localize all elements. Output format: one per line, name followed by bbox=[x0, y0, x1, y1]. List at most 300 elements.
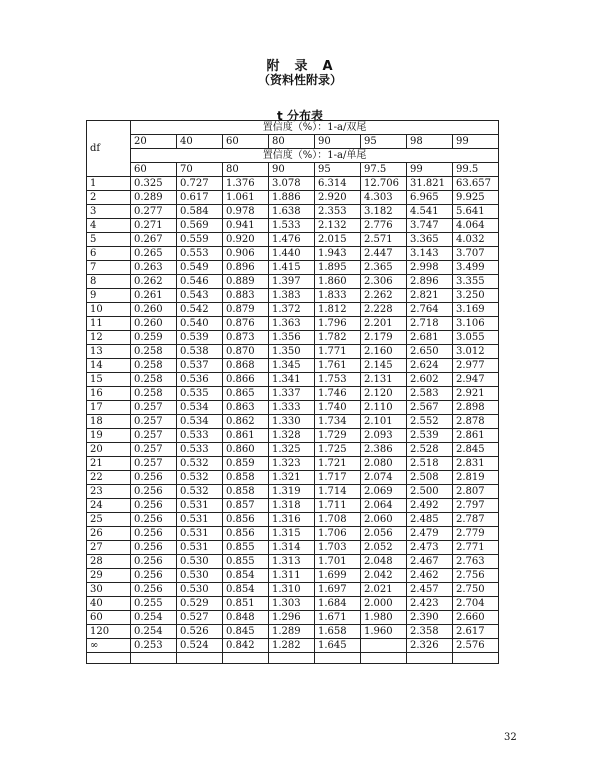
value-cell: 2.898 bbox=[453, 401, 499, 415]
df-cell: 40 bbox=[87, 597, 131, 611]
value-cell: 2.845 bbox=[453, 443, 499, 457]
value-cell: 9.925 bbox=[453, 191, 499, 205]
value-cell: 2.467 bbox=[407, 555, 453, 569]
value-cell: 0.896 bbox=[223, 261, 269, 275]
value-cell: 1.714 bbox=[315, 485, 361, 499]
value-cell: 1.729 bbox=[315, 429, 361, 443]
value-cell: 2.479 bbox=[407, 527, 453, 541]
table-row bbox=[87, 331, 499, 345]
value-cell: 0.265 bbox=[131, 247, 177, 261]
value-cell: 1.440 bbox=[269, 247, 315, 261]
value-cell: 2.060 bbox=[361, 513, 407, 527]
value-cell: 2.457 bbox=[407, 583, 453, 597]
value-cell: 1.833 bbox=[315, 289, 361, 303]
df-cell: 7 bbox=[87, 261, 131, 275]
value-cell: 2.447 bbox=[361, 247, 407, 261]
two-tail-level: 60 bbox=[223, 135, 269, 149]
value-cell: 1.706 bbox=[315, 527, 361, 541]
value-cell: 0.862 bbox=[223, 415, 269, 429]
value-cell: 2.390 bbox=[407, 611, 453, 625]
value-cell: 0.540 bbox=[177, 317, 223, 331]
two-tail-level: 95 bbox=[361, 135, 407, 149]
df-cell: 13 bbox=[87, 345, 131, 359]
df-cell: 120 bbox=[87, 625, 131, 639]
df-cell: 16 bbox=[87, 387, 131, 401]
value-cell: 2.201 bbox=[361, 317, 407, 331]
value-cell: 2.624 bbox=[407, 359, 453, 373]
value-cell: 1.703 bbox=[315, 541, 361, 555]
value-cell: 1.638 bbox=[269, 205, 315, 219]
value-cell: 0.531 bbox=[177, 527, 223, 541]
value-cell: 2.878 bbox=[453, 415, 499, 429]
value-cell: 1.895 bbox=[315, 261, 361, 275]
value-cell: 2.583 bbox=[407, 387, 453, 401]
value-cell: 0.524 bbox=[177, 639, 223, 653]
value-cell: 1.886 bbox=[269, 191, 315, 205]
value-cell: 1.341 bbox=[269, 373, 315, 387]
value-cell: 2.567 bbox=[407, 401, 453, 415]
value-cell: 0.256 bbox=[131, 527, 177, 541]
value-cell: 0.533 bbox=[177, 443, 223, 457]
value-cell: 2.831 bbox=[453, 457, 499, 471]
value-cell: 1.328 bbox=[269, 429, 315, 443]
value-cell: 2.763 bbox=[453, 555, 499, 569]
value-cell: 0.553 bbox=[177, 247, 223, 261]
value-cell: 1.860 bbox=[315, 275, 361, 289]
df-cell: 6 bbox=[87, 247, 131, 261]
value-cell: 0.866 bbox=[223, 373, 269, 387]
appendix-title: 附 录 A bbox=[266, 59, 334, 74]
value-cell: 2.681 bbox=[407, 331, 453, 345]
value-cell: 2.861 bbox=[453, 429, 499, 443]
value-cell: 0.845 bbox=[223, 625, 269, 639]
value-cell: 0.325 bbox=[131, 177, 177, 191]
value-cell: 2.896 bbox=[407, 275, 453, 289]
one-tail-level: 80 bbox=[223, 163, 269, 177]
value-cell: 0.855 bbox=[223, 541, 269, 555]
value-cell: 1.697 bbox=[315, 583, 361, 597]
df-cell: 3 bbox=[87, 205, 131, 219]
value-cell: 0.255 bbox=[131, 597, 177, 611]
value-cell: 2.056 bbox=[361, 527, 407, 541]
value-cell: 1.721 bbox=[315, 457, 361, 471]
value-cell: 0.256 bbox=[131, 485, 177, 499]
value-cell: 0.258 bbox=[131, 387, 177, 401]
value-cell: 0.258 bbox=[131, 359, 177, 373]
value-cell: 1.701 bbox=[315, 555, 361, 569]
value-cell: 0.532 bbox=[177, 457, 223, 471]
value-cell: 0.559 bbox=[177, 233, 223, 247]
value-cell: 1.372 bbox=[269, 303, 315, 317]
value-cell: 0.870 bbox=[223, 345, 269, 359]
value-cell: 0.727 bbox=[177, 177, 223, 191]
df-cell: 28 bbox=[87, 555, 131, 569]
value-cell: 2.821 bbox=[407, 289, 453, 303]
value-cell: 2.074 bbox=[361, 471, 407, 485]
df-cell: 21 bbox=[87, 457, 131, 471]
value-cell: 2.787 bbox=[453, 513, 499, 527]
value-cell: 1.533 bbox=[269, 219, 315, 233]
t-distribution-table bbox=[86, 120, 499, 664]
value-cell: 0.260 bbox=[131, 317, 177, 331]
df-cell: 17 bbox=[87, 401, 131, 415]
value-cell: 3.355 bbox=[453, 275, 499, 289]
value-cell: 2.462 bbox=[407, 569, 453, 583]
value-cell: 3.169 bbox=[453, 303, 499, 317]
empty-cell bbox=[453, 653, 499, 664]
value-cell: 2.571 bbox=[361, 233, 407, 247]
value-cell: 1.476 bbox=[269, 233, 315, 247]
value-cell: 1.303 bbox=[269, 597, 315, 611]
value-cell: 2.326 bbox=[407, 639, 453, 653]
table-title: t 分布表 bbox=[277, 109, 323, 123]
value-cell: 0.536 bbox=[177, 373, 223, 387]
one-tail-level: 70 bbox=[177, 163, 223, 177]
value-cell: 2.650 bbox=[407, 345, 453, 359]
table-row bbox=[87, 485, 499, 499]
table-row bbox=[87, 205, 499, 219]
value-cell: 2.947 bbox=[453, 373, 499, 387]
value-cell: 3.106 bbox=[453, 317, 499, 331]
df-cell: 60 bbox=[87, 611, 131, 625]
value-cell: 1.319 bbox=[269, 485, 315, 499]
value-cell: 3.078 bbox=[269, 177, 315, 191]
value-cell: 0.876 bbox=[223, 317, 269, 331]
value-cell: 3.707 bbox=[453, 247, 499, 261]
table-row bbox=[87, 261, 499, 275]
value-cell: 0.542 bbox=[177, 303, 223, 317]
value-cell: 1.415 bbox=[269, 261, 315, 275]
value-cell: 1.363 bbox=[269, 317, 315, 331]
value-cell: 0.256 bbox=[131, 555, 177, 569]
value-cell: 1.980 bbox=[361, 611, 407, 625]
one-tail-levels-row bbox=[87, 163, 499, 177]
value-cell: 0.856 bbox=[223, 527, 269, 541]
value-cell: 0.978 bbox=[223, 205, 269, 219]
value-cell: 2.920 bbox=[315, 191, 361, 205]
value-cell: 0.531 bbox=[177, 513, 223, 527]
value-cell: 0.262 bbox=[131, 275, 177, 289]
value-cell: 1.383 bbox=[269, 289, 315, 303]
one-tail-level: 99 bbox=[407, 163, 453, 177]
value-cell: 0.532 bbox=[177, 485, 223, 499]
value-cell: 2.797 bbox=[453, 499, 499, 513]
table-row bbox=[87, 499, 499, 513]
value-cell: 3.143 bbox=[407, 247, 453, 261]
value-cell: 1.740 bbox=[315, 401, 361, 415]
table-row bbox=[87, 443, 499, 457]
value-cell: 2.101 bbox=[361, 415, 407, 429]
value-cell: 1.671 bbox=[315, 611, 361, 625]
value-cell: 0.863 bbox=[223, 401, 269, 415]
df-cell: 11 bbox=[87, 317, 131, 331]
value-cell: 0.543 bbox=[177, 289, 223, 303]
value-cell: 1.645 bbox=[315, 639, 361, 653]
df-cell: 30 bbox=[87, 583, 131, 597]
value-cell: 0.256 bbox=[131, 569, 177, 583]
value-cell: 1.812 bbox=[315, 303, 361, 317]
value-cell: 2.365 bbox=[361, 261, 407, 275]
df-cell: 26 bbox=[87, 527, 131, 541]
value-cell: 2.750 bbox=[453, 583, 499, 597]
table-row bbox=[87, 303, 499, 317]
value-cell: 0.529 bbox=[177, 597, 223, 611]
value-cell: 1.323 bbox=[269, 457, 315, 471]
value-cell: 0.857 bbox=[223, 499, 269, 513]
value-cell: 1.658 bbox=[315, 625, 361, 639]
df-cell: 2 bbox=[87, 191, 131, 205]
value-cell: 2.473 bbox=[407, 541, 453, 555]
value-cell: 31.821 bbox=[407, 177, 453, 191]
value-cell: 0.256 bbox=[131, 583, 177, 597]
table-row bbox=[87, 429, 499, 443]
value-cell: 0.263 bbox=[131, 261, 177, 275]
value-cell: 2.306 bbox=[361, 275, 407, 289]
value-cell: 1.717 bbox=[315, 471, 361, 485]
value-cell: 1.337 bbox=[269, 387, 315, 401]
one-tail-level: 97.5 bbox=[361, 163, 407, 177]
table-row bbox=[87, 275, 499, 289]
value-cell: 0.848 bbox=[223, 611, 269, 625]
value-cell: 1.315 bbox=[269, 527, 315, 541]
two-tail-level: 40 bbox=[177, 135, 223, 149]
value-cell: 0.289 bbox=[131, 191, 177, 205]
one-tail-level: 60 bbox=[131, 163, 177, 177]
value-cell: 0.856 bbox=[223, 513, 269, 527]
value-cell: 0.538 bbox=[177, 345, 223, 359]
value-cell: 0.259 bbox=[131, 331, 177, 345]
value-cell: 6.965 bbox=[407, 191, 453, 205]
df-cell: 18 bbox=[87, 415, 131, 429]
value-cell: 0.534 bbox=[177, 401, 223, 415]
value-cell: 2.423 bbox=[407, 597, 453, 611]
value-cell: 2.064 bbox=[361, 499, 407, 513]
value-cell: 0.533 bbox=[177, 429, 223, 443]
value-cell: 12.706 bbox=[361, 177, 407, 191]
table-row bbox=[87, 219, 499, 233]
value-cell: 4.064 bbox=[453, 219, 499, 233]
value-cell: 2.000 bbox=[361, 597, 407, 611]
df-header: df bbox=[87, 121, 131, 177]
value-cell: 1.321 bbox=[269, 471, 315, 485]
value-cell: 0.906 bbox=[223, 247, 269, 261]
value-cell: 0.256 bbox=[131, 471, 177, 485]
value-cell: 0.859 bbox=[223, 457, 269, 471]
two-tail-level: 98 bbox=[407, 135, 453, 149]
value-cell: 2.386 bbox=[361, 443, 407, 457]
table-row bbox=[87, 247, 499, 261]
value-cell: 4.032 bbox=[453, 233, 499, 247]
value-cell: 1.350 bbox=[269, 345, 315, 359]
empty-cell bbox=[177, 653, 223, 664]
table-row bbox=[87, 597, 499, 611]
value-cell: 0.258 bbox=[131, 345, 177, 359]
value-cell: 3.499 bbox=[453, 261, 499, 275]
value-cell: 1.316 bbox=[269, 513, 315, 527]
value-cell: 2.228 bbox=[361, 303, 407, 317]
df-cell: 15 bbox=[87, 373, 131, 387]
one-tail-level: 99.5 bbox=[453, 163, 499, 177]
value-cell: 0.526 bbox=[177, 625, 223, 639]
value-cell: 2.120 bbox=[361, 387, 407, 401]
value-cell: 0.531 bbox=[177, 499, 223, 513]
value-cell: 0.277 bbox=[131, 205, 177, 219]
value-cell: 1.699 bbox=[315, 569, 361, 583]
value-cell: 1.356 bbox=[269, 331, 315, 345]
value-cell: 2.048 bbox=[361, 555, 407, 569]
one-tail-level: 95 bbox=[315, 163, 361, 177]
value-cell: 2.576 bbox=[453, 639, 499, 653]
value-cell: 1.330 bbox=[269, 415, 315, 429]
empty-cell bbox=[315, 653, 361, 664]
df-cell: 8 bbox=[87, 275, 131, 289]
table-row bbox=[87, 233, 499, 247]
value-cell: 0.858 bbox=[223, 485, 269, 499]
value-cell: 2.485 bbox=[407, 513, 453, 527]
df-cell: 24 bbox=[87, 499, 131, 513]
two-tail-caption: 置信度（%）：1-a/双尾 bbox=[131, 121, 499, 135]
value-cell: 2.771 bbox=[453, 541, 499, 555]
value-cell: 1.397 bbox=[269, 275, 315, 289]
value-cell: 3.250 bbox=[453, 289, 499, 303]
value-cell: 0.271 bbox=[131, 219, 177, 233]
table-row bbox=[87, 513, 499, 527]
value-cell: 0.535 bbox=[177, 387, 223, 401]
value-cell: 2.977 bbox=[453, 359, 499, 373]
value-cell: 0.530 bbox=[177, 569, 223, 583]
value-cell: 2.921 bbox=[453, 387, 499, 401]
value-cell: 2.819 bbox=[453, 471, 499, 485]
empty-cell bbox=[361, 653, 407, 664]
value-cell: 0.256 bbox=[131, 499, 177, 513]
table-row bbox=[87, 625, 499, 639]
value-cell: 2.508 bbox=[407, 471, 453, 485]
table-row bbox=[87, 345, 499, 359]
df-cell: 23 bbox=[87, 485, 131, 499]
value-cell: 2.132 bbox=[315, 219, 361, 233]
value-cell: 0.584 bbox=[177, 205, 223, 219]
empty-row bbox=[87, 653, 499, 664]
value-cell: 0.873 bbox=[223, 331, 269, 345]
value-cell: 0.539 bbox=[177, 331, 223, 345]
value-cell: 0.532 bbox=[177, 471, 223, 485]
value-cell: 1.325 bbox=[269, 443, 315, 457]
value-cell: 3.365 bbox=[407, 233, 453, 247]
table-row bbox=[87, 583, 499, 597]
value-cell: 3.182 bbox=[361, 205, 407, 219]
value-cell: 0.257 bbox=[131, 443, 177, 457]
table-row bbox=[87, 317, 499, 331]
one-tail-level: 90 bbox=[269, 163, 315, 177]
df-cell: 19 bbox=[87, 429, 131, 443]
value-cell: 2.602 bbox=[407, 373, 453, 387]
value-cell: 1.333 bbox=[269, 401, 315, 415]
value-cell: 2.021 bbox=[361, 583, 407, 597]
value-cell: 0.858 bbox=[223, 471, 269, 485]
value-cell: 2.500 bbox=[407, 485, 453, 499]
value-cell: 2.704 bbox=[453, 597, 499, 611]
value-cell: 0.546 bbox=[177, 275, 223, 289]
value-cell: 3.012 bbox=[453, 345, 499, 359]
table-row bbox=[87, 611, 499, 625]
two-tail-level: 80 bbox=[269, 135, 315, 149]
value-cell: 2.552 bbox=[407, 415, 453, 429]
value-cell: 0.569 bbox=[177, 219, 223, 233]
df-cell: 29 bbox=[87, 569, 131, 583]
value-cell: 1.296 bbox=[269, 611, 315, 625]
value-cell: 1.711 bbox=[315, 499, 361, 513]
value-cell: 1.318 bbox=[269, 499, 315, 513]
value-cell: 3.747 bbox=[407, 219, 453, 233]
value-cell: 2.145 bbox=[361, 359, 407, 373]
value-cell: 2.179 bbox=[361, 331, 407, 345]
value-cell: 0.257 bbox=[131, 415, 177, 429]
table-row bbox=[87, 639, 499, 653]
table-row bbox=[87, 415, 499, 429]
df-cell: 25 bbox=[87, 513, 131, 527]
value-cell: 1.345 bbox=[269, 359, 315, 373]
value-cell: 1.313 bbox=[269, 555, 315, 569]
value-cell: 2.093 bbox=[361, 429, 407, 443]
value-cell: 2.069 bbox=[361, 485, 407, 499]
value-cell: 0.260 bbox=[131, 303, 177, 317]
value-cell: 4.541 bbox=[407, 205, 453, 219]
value-cell: 0.617 bbox=[177, 191, 223, 205]
value-cell: 0.531 bbox=[177, 541, 223, 555]
df-cell: 20 bbox=[87, 443, 131, 457]
value-cell: 0.258 bbox=[131, 373, 177, 387]
value-cell: 2.131 bbox=[361, 373, 407, 387]
df-cell: 5 bbox=[87, 233, 131, 247]
value-cell: 1.753 bbox=[315, 373, 361, 387]
two-tail-level: 20 bbox=[131, 135, 177, 149]
value-cell: 1.960 bbox=[361, 625, 407, 639]
table-row bbox=[87, 191, 499, 205]
value-cell: 2.518 bbox=[407, 457, 453, 471]
table-row bbox=[87, 177, 499, 191]
value-cell: 2.052 bbox=[361, 541, 407, 555]
table-row bbox=[87, 373, 499, 387]
value-cell: 2.998 bbox=[407, 261, 453, 275]
value-cell: 2.262 bbox=[361, 289, 407, 303]
value-cell: 1.943 bbox=[315, 247, 361, 261]
empty-cell bbox=[131, 653, 177, 664]
value-cell: 4.303 bbox=[361, 191, 407, 205]
df-cell: 1 bbox=[87, 177, 131, 191]
value-cell: 1.061 bbox=[223, 191, 269, 205]
value-cell: 0.860 bbox=[223, 443, 269, 457]
empty-cell bbox=[407, 653, 453, 664]
value-cell: 0.256 bbox=[131, 513, 177, 527]
value-cell: 1.376 bbox=[223, 177, 269, 191]
page-number: 32 bbox=[504, 732, 517, 743]
value-cell: 2.660 bbox=[453, 611, 499, 625]
value-cell: 2.718 bbox=[407, 317, 453, 331]
table-row bbox=[87, 387, 499, 401]
value-cell: 0.854 bbox=[223, 569, 269, 583]
two-tail-level: 99 bbox=[453, 135, 499, 149]
value-cell: 2.756 bbox=[453, 569, 499, 583]
df-cell: 14 bbox=[87, 359, 131, 373]
table-row bbox=[87, 359, 499, 373]
value-cell: 0.257 bbox=[131, 429, 177, 443]
value-cell: 1.282 bbox=[269, 639, 315, 653]
value-cell: 0.855 bbox=[223, 555, 269, 569]
value-cell: 2.353 bbox=[315, 205, 361, 219]
value-cell: 1.782 bbox=[315, 331, 361, 345]
value-cell: 1.708 bbox=[315, 513, 361, 527]
value-cell: 0.267 bbox=[131, 233, 177, 247]
